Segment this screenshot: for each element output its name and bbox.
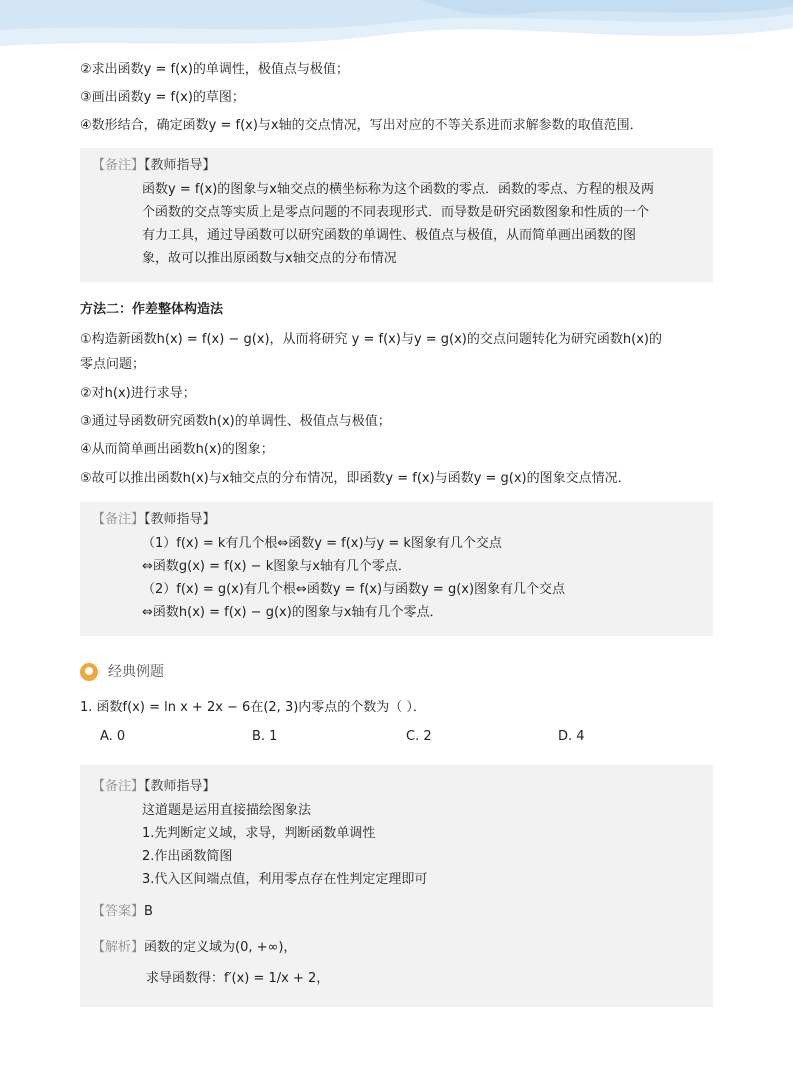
answer-value: B [144,904,153,919]
method2-step-3: ③通过导函数研究函数h(x)的单调性、极值点与极值； [80,414,391,429]
note2-line-2: ⇔函数g(x) = f(x) − k图象与x轴有几个零点． [142,559,411,574]
option-a: A. 0 [100,729,126,744]
answer-tag: 【答案】 [92,904,145,919]
note-label: 【教师指导】 [144,512,216,527]
note2-line-1: （1）f(x) = k有几个根⇔函数y = f(x)与y = k图象有几个交点 [142,536,502,551]
method2-step-4: ④从而简单画出函数h(x)的图象； [80,442,274,457]
method2-heading: 方法二：作差整体构造法 [80,302,224,317]
step-2-text: ②求出函数y = f(x)的单调性，极值点与极值； [80,62,349,77]
header-wave-banner [0,0,793,56]
method2-step-1: ①构造新函数h(x) = f(x) − g(x)，从而将研究 y = f(x)与y = g(x)的交点问题转化为研究函数h(x)的 [80,332,662,347]
note1-line-4: 象，故可以推出原函数与x轴交点的分布情况 [142,251,397,266]
option-c: C. 2 [406,729,432,744]
note1-line-2: 个函数的交点等实质上是零点问题的不同表现形式．而导数是研究函数图象和性质的一个 [142,205,650,220]
analysis-line-2: 求导函数得：f′(x) = 1/x + 2， [146,971,330,986]
analysis-line-1: 函数的定义域为(0, +∞)， [144,940,297,955]
step-3-text: ③画出函数y = f(x)的草图； [80,90,245,105]
step-4-text: ④数形结合，确定函数y = f(x)与x轴的交点情况，写出对应的不等关系进而求解参数的取值范围． [80,118,643,133]
teacher-note-2 [80,502,713,636]
note3-line-3: 2.作出函数简图 [142,849,233,864]
note3-line-2: 1.先判断定义域，求导，判断函数单调性 [142,826,376,841]
method2-step-2: ②对h(x)进行求导； [80,386,196,401]
option-d: D. 4 [558,729,585,744]
note-tag: 【备注】 [92,779,145,794]
option-b: B. 1 [252,729,278,744]
note-label: 【教师指导】 [144,779,216,794]
analysis-tag: 【解析】 [92,940,145,955]
note-label: 【教师指导】 [144,158,216,173]
bulb-icon [80,663,98,681]
note3-line-4: 3.代入区间端点值，利用零点存在性判定定理即可 [142,872,428,887]
question-1-text: 1. 函数f(x) = ln x + 2x − 6在(2, 3)内零点的个数为（ ）． [80,700,426,715]
note-tag: 【备注】 [92,512,145,527]
note-tag: 【备注】 [92,158,145,173]
method2-step-1-cont: 零点问题； [80,357,146,372]
note1-line-1: 函数y = f(x)的图象与x轴交点的横坐标称为这个函数的零点．函数的零点、方程的根及两 [142,182,654,197]
note2-line-4: ⇔函数h(x) = f(x) − g(x)的图象与x轴有几个零点． [142,605,443,620]
note3-line-1: 这道题是运用直接描绘图象法 [142,803,312,818]
section-title: 经典例题 [108,664,164,680]
note2-line-3: （2）f(x) = g(x)有几个根⇔函数y = f(x)与函数y = g(x)图象有几个交点 [142,582,566,597]
teacher-note-1 [80,148,713,282]
teacher-note-3 [80,765,713,1007]
method2-step-5: ⑤故可以推出函数h(x)与x轴交点的分布情况，即函数y = f(x)与函数y = g(x)的图象交点情况． [80,471,631,486]
note1-line-3: 有力工具，通过导函数可以研究函数的单调性、极值点与极值，从而简单画出函数的图 [142,228,637,243]
